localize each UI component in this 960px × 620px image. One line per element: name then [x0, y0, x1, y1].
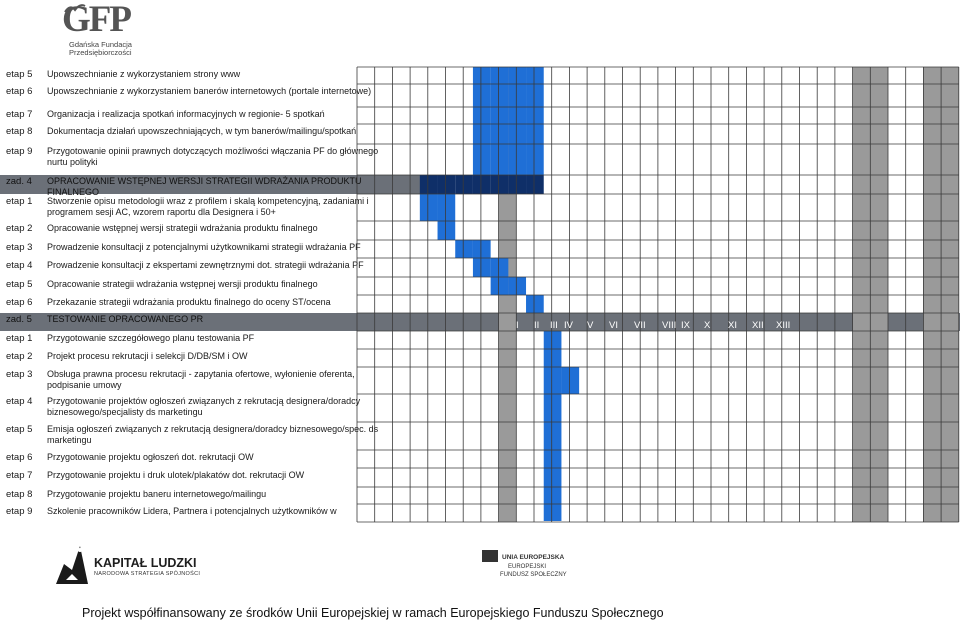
task-label: etap 6 — [6, 297, 33, 308]
gantt-bar-cell — [544, 367, 562, 394]
inactive-column — [941, 67, 959, 522]
month-label: X — [704, 320, 711, 331]
month-label: VI — [609, 320, 618, 331]
task-label: etap 5 — [6, 279, 33, 290]
task-text: Przygotowanie projektu ogłoszeń dot. rekrutacji OW — [47, 452, 254, 462]
gantt-bar-cell — [561, 367, 579, 394]
eu-logo — [482, 548, 582, 588]
task-label: etap 1 — [6, 333, 33, 344]
gantt-bar-cell — [491, 107, 509, 124]
task-text: Dokumentacja działań upowszechniających, w tym banerów/mailingu/spotkań — [47, 126, 357, 136]
gantt-bar-cell — [491, 175, 509, 194]
gantt-bar-cell — [508, 107, 526, 124]
gantt-bar-cell — [473, 84, 491, 107]
task-text: Przygotowanie szczegółowego planu testowania PF — [47, 333, 255, 343]
task-text: OPRACOWANIE WSTĘPNEJ WERSJI STRATEGII WDRAŻANIA PRODUKTU FINALNEGO — [47, 176, 362, 197]
eu-line-1: EUROPEJSKI — [508, 564, 547, 570]
month-label: XIII — [776, 320, 791, 331]
task-label: zad. 4 — [6, 176, 32, 187]
gantt-bar-cell — [526, 107, 544, 124]
task-text: Przygotowanie projektu baneru internetowego/mailingu — [47, 489, 267, 499]
task-text: Szkolenie pracowników Lidera, Partnera i potencjalnych użytkowników w — [47, 506, 337, 516]
gantt-bar-cell — [491, 124, 509, 144]
task-label: etap 8 — [6, 489, 33, 500]
task-text: Przygotowanie opinii prawnych dotyczących możliwości włączania PF do głównego nurtu polityki — [47, 146, 379, 167]
task-text: Emisja ogłoszeń związanych z rekrutacją designera/doradcy biznesowego/spec. ds marketingu — [47, 424, 379, 445]
eu-flag-icon — [482, 550, 498, 562]
month-label: III — [550, 320, 558, 331]
month-label: I — [516, 320, 519, 331]
logo-line-2: Przedsiębiorczości — [69, 48, 132, 57]
month-label: V — [587, 320, 594, 331]
inactive-column — [870, 67, 888, 522]
kapital-ludzki-logo — [52, 540, 232, 586]
gantt-bar-cell — [544, 394, 562, 422]
task-label: etap 1 — [6, 196, 33, 207]
task-label: etap 9 — [6, 506, 33, 517]
task-text: Przekazanie strategii wdrażania produktu finalnego do oceny ST/ocena — [47, 297, 331, 307]
inactive-column — [853, 67, 871, 522]
month-label: XI — [728, 320, 737, 331]
gantt-bar-cell — [438, 221, 456, 240]
gantt-bar-cell — [526, 67, 544, 84]
month-labels — [512, 320, 812, 334]
logo-line-1: Gdańska Fundacja — [69, 40, 132, 49]
gantt-bar-cell — [491, 258, 509, 277]
task-text: Projekt procesu rekrutacji i selekcji D/DB/SM i OW — [47, 351, 248, 361]
gantt-bar-cell — [438, 175, 456, 194]
task-label: etap 7 — [6, 470, 33, 481]
month-label: II — [534, 320, 540, 331]
gantt-bar-cell — [508, 67, 526, 84]
task-text: Upowszechnianie z wykorzystaniem strony www — [47, 69, 241, 79]
task-label: etap 5 — [6, 424, 33, 435]
gantt-bar-cell — [544, 487, 562, 504]
task-text: Opracowanie strategii wdrażania wstępnej wersji produktu finalnego — [47, 279, 318, 289]
gantt-bar-cell — [491, 277, 509, 295]
gantt-bar-cell — [473, 144, 491, 175]
task-text: Upowszechnianie z wykorzystaniem banerów internetowych (portale internetowe) — [47, 86, 372, 96]
task-label: etap 6 — [6, 452, 33, 463]
task-label: etap 3 — [6, 369, 33, 380]
gantt-bar-cell — [473, 175, 491, 194]
gantt-bar-cell — [420, 175, 438, 194]
people-icon — [52, 540, 92, 586]
gantt-bar-cell — [438, 194, 456, 221]
month-label: VIII — [662, 320, 677, 331]
month-label: XII — [752, 320, 764, 331]
gantt-bar-cell — [526, 175, 544, 194]
gantt-bar-cell — [420, 194, 438, 221]
task-text: Przygotowanie projektu i druk ulotek/plakatów dot. rekrutacji OW — [47, 470, 305, 480]
gantt-bar-cell — [473, 240, 491, 258]
gantt-bar-cell — [508, 277, 526, 295]
gantt-bar-cell — [526, 295, 544, 313]
gantt-bar-cell — [508, 124, 526, 144]
inactive-column — [923, 67, 941, 522]
eu-title: UNIA EUROPEJSKA — [502, 554, 565, 561]
gantt-bar-cell — [491, 144, 509, 175]
gantt-bar-cell — [526, 144, 544, 175]
task-label: etap 7 — [6, 109, 33, 120]
cofinancing-caption: Projekt współfinansowany ze środków Unii Europejskiej w ramach Europejskiego Funduszu Społecznego — [82, 606, 664, 620]
gantt-bar-cell — [473, 258, 491, 277]
task-label: zad. 5 — [6, 314, 32, 325]
gantt-bar-cell — [544, 349, 562, 367]
eu-line-2: FUNDUSZ SPOŁECZNY — [500, 572, 567, 578]
task-text: Prowadzenie konsultacji z potencjalnymi użytkownikami strategii wdrażania PF — [47, 242, 361, 252]
task-label: etap 6 — [6, 86, 33, 97]
month-label: IV — [564, 320, 573, 331]
gantt-bar-cell — [544, 468, 562, 487]
task-label: etap 3 — [6, 242, 33, 253]
gantt-bar-cell — [508, 175, 526, 194]
gantt-bar-cell — [473, 107, 491, 124]
task-label: etap 9 — [6, 146, 33, 157]
task-text: Opracowanie wstępnej wersji strategii wdrażania produktu finalnego — [47, 223, 318, 233]
kl-title: KAPITAŁ LUDZKI — [94, 556, 197, 570]
task-text: TESTOWANIE OPRACOWANEGO PR — [47, 314, 204, 324]
gantt-bar-cell — [491, 84, 509, 107]
gfp-logo-text: GFP — [62, 0, 130, 40]
gantt-bar-cell — [508, 144, 526, 175]
gantt-bar-cell — [455, 240, 473, 258]
task-text: Prowadzenie konsultacji z ekspertami zewnętrznymi dot. strategii wdrażania PF — [47, 260, 364, 270]
gantt-bar-cell — [544, 504, 562, 521]
gantt-bar-cell — [455, 175, 473, 194]
month-label: VII — [634, 320, 646, 331]
gantt-bar-cell — [526, 124, 544, 144]
task-text: Przygotowanie projektów ogłoszeń związanych z rekrutacją designera/doradcy biznesowego/specjalisty ds marketingu — [47, 396, 361, 417]
month-label: IX — [681, 320, 690, 331]
gantt-bar-cell — [544, 450, 562, 468]
task-label: etap 4 — [6, 260, 33, 271]
gantt-bar-cell — [544, 422, 562, 450]
task-label: etap 2 — [6, 223, 33, 234]
task-label: etap 2 — [6, 351, 33, 362]
task-text: Organizacja i realizacja spotkań informacyjnych w regionie- 5 spotkań — [47, 109, 325, 119]
gantt-bar-cell — [491, 67, 509, 84]
task-label: etap 5 — [6, 69, 33, 80]
task-label: etap 8 — [6, 126, 33, 137]
gantt-bar-cell — [526, 84, 544, 107]
task-text: Stworzenie opisu metodologii wraz z profilem i skalą kompetencyjną, zadaniami i programem sesji AC, wzorem raportu dla Designera i 50+ — [47, 196, 369, 217]
gantt-bar-cell — [473, 67, 491, 84]
gantt-bar-cell — [473, 124, 491, 144]
gantt-bar-cell — [508, 84, 526, 107]
task-text: Obsługa prawna procesu rekrutacji - zapytania ofertowe, wyłonienie oferenta, podpisanie umowy — [47, 369, 355, 390]
kl-subtitle: NARODOWA STRATEGIA SPÓJNOŚCI — [94, 571, 201, 577]
task-label: etap 4 — [6, 396, 33, 407]
